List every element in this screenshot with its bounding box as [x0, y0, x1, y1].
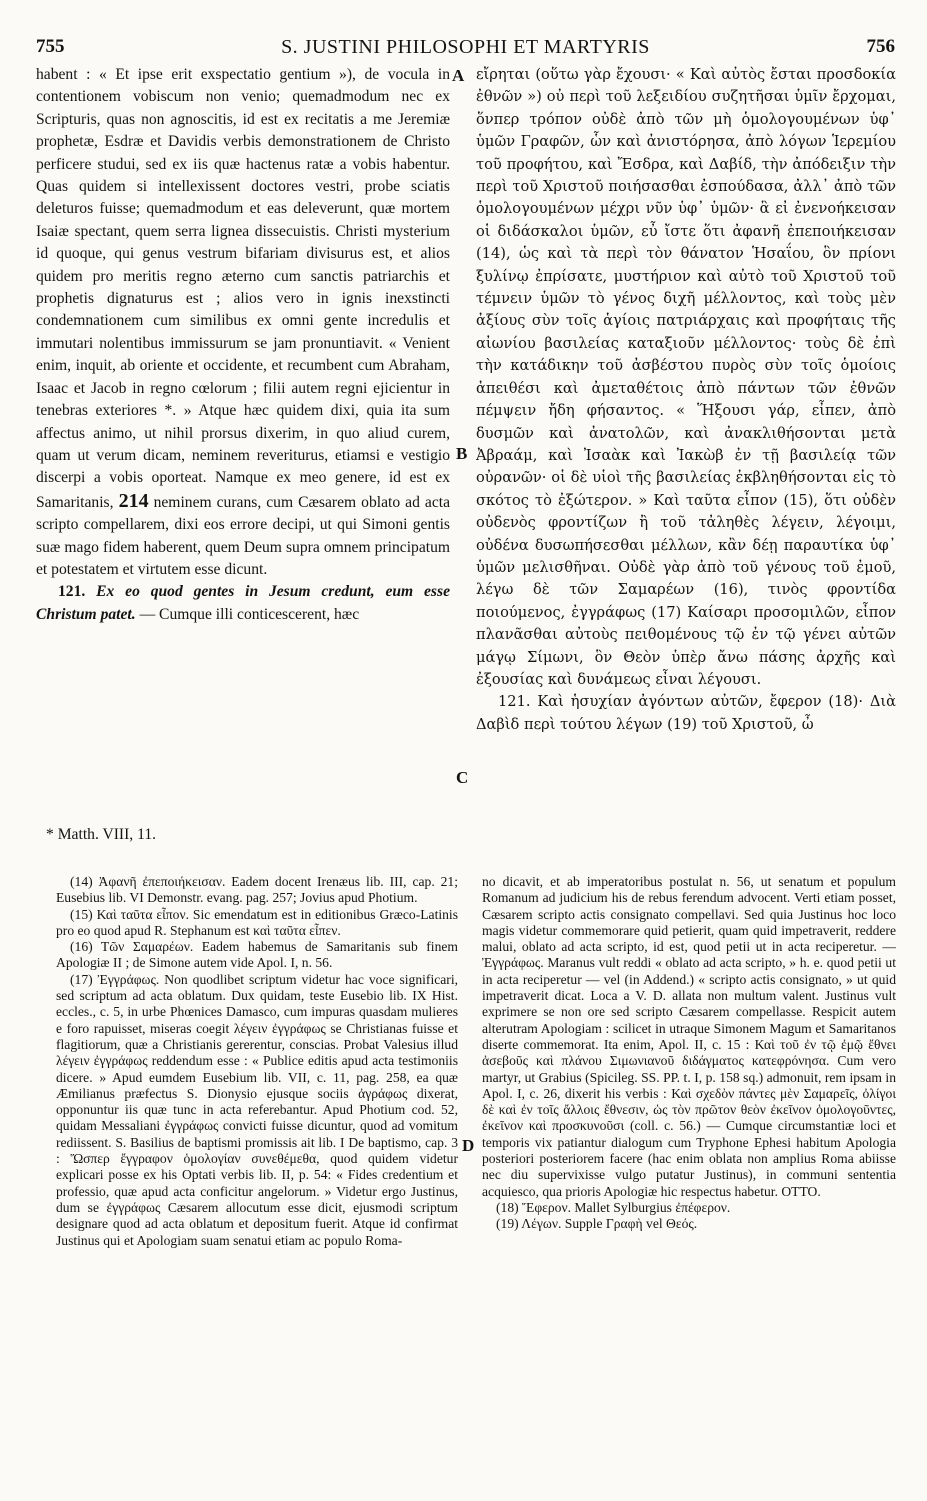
- section-number: 214: [118, 489, 149, 512]
- latin-paragraph: [36, 64, 450, 581]
- margin-letter-b: B: [456, 444, 468, 463]
- note-18: (18) Ἔφερον. Mallet Sylburgius ἐπέφερον.: [496, 1199, 731, 1215]
- margin-letter-c: C: [456, 768, 469, 787]
- notes-left-column: [56, 874, 458, 1249]
- greek-column: [476, 64, 896, 736]
- page-number-right: 756: [866, 36, 895, 57]
- note-17-cont: no dicavit, et ab imperatoribus postulat n. 56, ut senatum et populum Romanum ad judicium his de rebus ferendum advocent. Verti etiam posset, Cæsarem scripto actis consignato compellavi. Sed quia Justinus hoc loco magis videtur commemorare quid petierit, quam quid impetraverit, reddere malui, oblato ad acta scripto, id est, quod petii ut in acta reciperetur. — Ἐγγράφως. Maranus vult reddi « oblato ad acta scripto, » h. e. quod petii ut in acta reciperetur — vel (in Addend.) « scripto actis consignato, » ut quid impetraverit dicat. Loca a V. D. allata non multum valent. Justinus vult exprimere se non ore sed scripto Cæsarem compellasse. Respicit autem alterutram Apologiam : scilicet in utraque Simonem Magum et Samaritanos diserte commemorat. Ita enim, Apol. II, c. 15 : Καὶ τοῦ ἐν τῷ ἐμῷ ἔθνει ἀσεβοῦς καὶ πλάνου Σιμωνιανοῦ διδάγματος κατεφρόνησα. Cum vero martyr, ut Grabius (Spicileg. SS. PP. t. I, p. 158 sq.) admonuit, rem ipsam in Apol. I, c. 26, dixerit his verbis : Καὶ σχεδὸν πάντες μὲν Σαμαρεῖς, ὀλίγοι δὲ καὶ ἐν τοῖς ἄλλοις ἔθνεσιν, ὡς τὸν πρῶτον θεὸν ἐκεῖνον ὁμολογοῦντες, ἐκεῖνον καὶ προσκυνοῦσι (coll. c. 56.) — Cumque circumstantiæ loci et temporis vix patiantur dialogum cum Tryphone Ephesi habitum Apologia posteriori posteriorem facere (hac enim oblata non amplius Roma abiisse nec diu supervixisse vulgo putatur Justinus), in communi sententia acquiesco, qua prioris Apologiæ hic respectus habetur. OTTO.: [482, 874, 896, 1199]
- latin-text: — Cumque illi conticescerent, hæc: [139, 605, 360, 623]
- greek-paragraph: εἴρηται (οὕτω γὰρ ἔχουσι· « Καὶ αὐτὸς ἔσται προσδοκία ἐθνῶν ») οὐ περὶ τοῦ λεξειδίου συζητῆσαι ὑμῖν ἔρχομαι, ὅνπερ τρόπον οὐδὲ ἀπὸ τῶν μὴ ὁμολογουμένων ὑφ᾽ ὑμῶν Γραφῶν, ὧν καὶ ἀνιστόρησα, ἀπὸ λόγων Ἱερεμίου τοῦ προφήτου, καὶ Ἔσδρα, καὶ Δαβίδ, τὴν ἀπόδειξιν τὴν περὶ τοῦ Χριστοῦ ποιήσασθαι ἐσπούδασα, ἀλλ᾽ ἀπὸ τῶν ὁμολογουμένων μέχρι νῦν ὑφ᾽ ὑμῶν· ἃ εἰ ἐνενοήκεισαν οἱ διδάσκαλοι ὑμῶν, εὖ ἴστε ὅτι ἀφανῆ ἐπεποιήκεισαν (14), ὡς καὶ τὰ περὶ τὸν θάνατον Ἡσαΐου, ὃν πρίονι ξυλίνῳ ἐπρίσατε, μυστήριον καὶ αὐτὸ τοῦ Χριστοῦ τοῦ τέμνειν ὑμῶν τὸ γένος διχῆ μέλλοντος, καὶ τοὺς μὲν ἀξίους σὺν τοῖς ἁγίοις πατριάρχαις καὶ προφήταις τῆς αἰωνίου βασιλείας καταξιοῦν μέλλοντος· τοὺς δὲ ἐπὶ τὴν κατάδικην τοῦ ἀσβέστου πυρὸς σὺν τοῖς ὁμοίοις ἀπειθέσι καὶ ἀμεταθέτοις ἀπὸ πάντων τῶν ἐθνῶν πέμψειν ἤδη φήσαντος. « Ἥξουσι γάρ, εἶπεν, ἀπὸ δυσμῶν καὶ ἀνατολῶν, καὶ ἀνακλιθήσονται μετὰ Ἀβραάμ, καὶ Ἰσαὰκ καὶ Ἰακὼβ ἐν τῇ βασιλείᾳ τῶν οὐρανῶν· οἱ δὲ υἱοὶ τῆς βασιλείας ἐκβληθήσονται εἰς τὸ σκότος τὸ ἐξώτερον. » Καὶ ταῦτα εἶπον (15), ὅτι οὐδὲν οὐδενὸς φροντίζων ἢ τοῦ τἀληθὲς λέγειν, λέγοιμι, οὐδένα δυσωπήσεσθαι μέλλων, κἂν δέῃ παραυτίκα ὑφ᾽ ὑμῶν μελισθῆναι. Οὐδὲ γὰρ ἀπὸ τοῦ γένους τοῦ ἐμοῦ, λέγω δὲ τῶν Σαμαρέων (16), τινὸς φροντίδα ποιούμενος, ἐγγράφως (17) Καίσαρι προσομιλῶν, εἶπον πλανᾶσθαι αὐτοὺς πειθομένους τῷ ἐν τῷ γένει αὐτῶν μάγῳ Σίμωνι, ὃν Θεὸν ὑπὲρ ἄνω πάσης ἀρχῆς καὶ ἐξουσίας καὶ δυνάμεως εἶναι λέγουσι.: [476, 66, 896, 688]
- note-16: (16) Τῶν Σαμαρέων. Eadem habemus de Samaritanis sub finem Apologiæ II ; de Simone autem vide Apol. I, n. 56.: [56, 939, 458, 971]
- running-header: [36, 36, 895, 62]
- note-17: (17) Ἐγγράφως. Non quodlibet scriptum videtur hac voce significari, sed scriptum ad acta oblatum. Dux quidam, teste Eusebio lib. IX Hist. eccles., c. 5, in urbe Phœnices Damasco, cum impuras quasdam mulieres e foro rapuisset, miseras coegit λέγειν ἐγγράφως se Christianas fuisse et flagitiorum, quæ a Christianis gererentur, conscias. Probat Valesius illud λέγειν ἐγγράφως reddendum esse : « Publice editis apud acta testimoniis dicere. » Apud eumdem Eusebium lib. VII, c. 11, pag. 258, ea quæ Æmilianus præfectus S. Dionysio ejusque sociis ἀγράφως dixerat, opponuntur iis quæ tunc in acta referebantur. Apud Photium cod. 52, quidam Messaliani ἐγγράφως convicti fuisse dicuntur, quod ad vomitum rediissent. S. Basilius de baptismi promissis ait lib. I De baptismo, cap. 3 : Ὥσπερ ἔγγραφον ὁμολογίαν συνεθέμεθα, quod quidem videtur explicari posse ex his Optati verbis lib. II, p. 54: « Fides credentium et professio, quæ apud acta conficitur angelorum. » Videtur ergo Justinus, dum se ἐγγράφως Cæsarem allocutum esse dicit, ejusmodi scriptum designare quod ad acta oblatum et depositum fuerit. Atque id confirmat Justinus qui et Apologiam suam senatui etiam ac populo Roma-: [56, 971, 458, 1248]
- margin-letter-d: D: [462, 1136, 475, 1155]
- greek-section-121: 121. Καὶ ἡσυχίαν ἀγόντων αὐτῶν, ἔφερον (18)· Διὰ Δαβὶδ περὶ τούτου λέγων (19) τοῦ Χριστοῦ, ὦ: [476, 693, 896, 733]
- latin-section-121: [36, 581, 450, 626]
- chapter-title: Ex eo quod gentes in Jesum credunt, eum esse Christum patet.: [36, 583, 450, 623]
- note-14: (14) Ἀφανῆ ἐπεποιήκεισαν. Eadem docent Irenæus lib. III, cap. 21; Eusebius lib. VI Demonstr. evang. pag. 257; Jovius apud Photium.: [56, 874, 458, 906]
- latin-text: habent : « Et ipse erit exspectatio gentium »), de vocula in contentionem vobiscum non venio; quemadmodum nec ex Scripturis, quas non agnoscitis, id est ex recitatis a me Jeremiæ prophetæ, Esdræ et Davidis verbis demonstrationem de Christo perficere studui, sed ex iis quæ hactenus ratæ a vobis habentur. Quas quidem si intellexissent doctores vestri, probe sciatis deleturos fuisse; quemadmodum et eas deleverunt, quæ mortem Isaiæ spectant, quem serra lignea dissecuistis. Christi mysterium id quoque, qui genus vestrum bifariam divisurus est, et alios quidem pro meritis regno æterno cum sanctis patriarchis et prophetis dignaturus est ; alios vero in ignis inexstincti condemnationem cum similibus ex omni gente incredulis et immutari nolentibus immissurum se jam pronuntiavit. « Venient enim, inquit, ab oriente et occidente, et recumbent cum Abraham, Isaac et Jacob in regno cœlorum ; filii autem regni ejicientur in tenebras exteriores *. » Atque hæc quidem dixi, quia ita sum affectus animo, ut nihil prorsus dixerim, in quo aliud curem, quam ut verum dicam, neminem reveriturus, etiamsi e vestigio discerpi a vobis oporteat. Namque ex meo genere, id est ex Samaritanis,: [36, 66, 450, 511]
- scripture-footnote: * Matth. VIII, 11.: [46, 826, 157, 843]
- notes-right-column: [482, 874, 896, 1233]
- latin-column: [36, 64, 450, 626]
- page-number-left: 755: [36, 36, 65, 57]
- note-19: (19) Λέγων. Supple Γραφὴ vel Θεός.: [496, 1216, 698, 1232]
- latin-text-cont: neminem curans, cum Cæsarem oblato ad acta scripto compellarem, dixi eos errore decipi, ut qui Simoni gentis suæ mago fidem haberent, quem Deum supra omnem principatum et potestatem et virtutem esse dicunt.: [36, 493, 451, 578]
- chapter-number: 121.: [58, 583, 86, 601]
- margin-letter-a: A: [452, 66, 465, 85]
- note-15: (15) Καὶ ταῦτα εἶπον. Sic emendatum est in editionibus Græco-Latinis pro eo quod apud R. Stephanum est καὶ ταῦτα εἶπεν.: [56, 906, 458, 938]
- running-title: S. JUSTINI PHILOSOPHI ET MARTYRIS: [281, 36, 650, 58]
